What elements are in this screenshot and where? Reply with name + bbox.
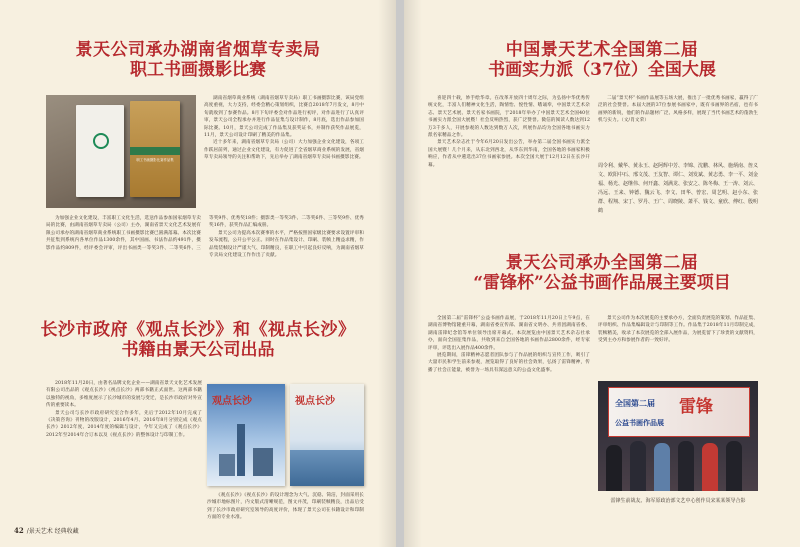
article1-body-top <box>204 95 364 213</box>
event-banner <box>608 387 750 437</box>
paragraph: 景天公司为提高本次赛事的水平，严格按照国家级比赛要求设置评审和发布流程，公开公平公正。同时在作品集设计、印刷、装帧上精益求精，作品集装帧设计严谨大气、印制精良，在职工中引起良好反响，为湖南省烟草专卖局文化建设工作作出了贡献。 <box>209 230 364 259</box>
paragraph: 《观点长沙》《视点长沙》的设计理念为大气、沉稳、简洁，封面采用长沙城市地标图片，内文版式清晰规范，图文并茂，印刷装帧精良，出品后受到了长沙市政府研究室领导的高度评价，体现了景天公司在书籍设计和印制方面的专业水准。 <box>207 493 364 521</box>
paragraph: 喜迎四十载，妙手绘华章。在改革开放四十周年之际，为弘扬中华优秀传统文化，丰富人们精神文化生活，陶情怡、悦性情、嗜诵奉，中国景天艺术杂志、景天艺术展、景天名家书画院，于2018年举办了中国景天艺术全国40位书画实力派全国大展暨！社会反响热烈，获广泛赞誉。微信的阅读人数达到12万3千多人，开展参观的人数达到数万人次，所展作品均为全国各地书画实力派名家精品之作。 <box>428 96 590 139</box>
paragraph: 湖南省烟草商业系统（湖南省烟草专卖局）职工书画摄影比赛，该局党组高度重视，大力支持，经委会精心策划组织，比赛自2018年7月发文，8月中旬就收到了参赛作品。8月下旬评委会对作品进行初评，对作品进行了认真评审，景天公司全程承办并进行作品征集与设计制作，8月底，选出作品参加国际比赛。10月，景天公司完成了作品集及获奖证书，并制作获奖作品展览，11月，景天公司设计印刷了精美的作品集。 <box>204 96 364 139</box>
footer-title: /景天艺术 经典收藏 <box>26 528 79 535</box>
banner-text-1: 全国第二届 <box>615 398 655 408</box>
article1-body-bottom <box>46 215 364 300</box>
paragraph: 景天公司与长沙市政府研究室合作多年，先后于2012年10月完成了《决策咨询》刊物的改版设计，2016年4月、2016年8月分别完成《观点长沙》2012年度、2014年度的编辑与设计，今年又完成了《观点长沙》2012年至2014年合订本以及《视点长沙》的整体设计与印制工作。 <box>46 410 202 438</box>
banner-text-3: 公益书画作品展 <box>615 418 664 427</box>
skyline-shape <box>290 450 364 486</box>
book-cover-title: 职工书画摄影比赛作品集 <box>136 158 174 162</box>
article3-body-left <box>428 95 590 235</box>
logo-icon <box>93 133 109 149</box>
paragraph: 二届“景天杯”书画作品展等五场大展，推出了一批优秀书画家，赢得了广泛的社会赞誉。本届大展的37位参展书画家中，既有书画界的名宿，也有书画界的新锐，他们的作品题材广泛、风格多样，展现了当代书画艺术的蓬勃生机与实力。（文/肖文荣） <box>598 96 758 124</box>
paragraph: 全国第二届“雷锋杯”公益书画作品展，于2018年11月20日上午9点，在湖南省博物馆隆重开幕，湖南省委宣传部、湖南省文明办、共青团湖南省委、湖南雷锋纪念馆等单位领导出席开幕式。本次展览由中国景天艺术杂志社承办，面向全国征集作品，共收到来自全国各地的书画作品2800余件，经专家评审，评选出入展作品400余件。 <box>428 316 590 351</box>
banner-text-2: 雷锋 <box>679 397 713 417</box>
person-shape <box>654 443 670 491</box>
article3-body-right <box>598 95 758 159</box>
paragraph: 2018年11月20日，由著名品牌文化企业——湖南省景天文化艺术发展有限公司出品的《观点长沙》《视点长沙》两部书籍正式面世。这两部书籍以独特的视角，多维度展示了长沙城市的发展与变迁，是长沙市政府对外宣传的重要读本。 <box>46 381 202 409</box>
building-shape <box>253 448 273 476</box>
article2-title-line2: 书籍由景天公司出品 <box>121 340 275 360</box>
article4-title-line2: “雷锋杯”公益书画作品展主要项目 <box>473 273 731 293</box>
article2-body-cont <box>207 492 364 522</box>
cover-title-2: 视点长沙 <box>295 396 335 407</box>
gutter-shadow <box>378 0 396 547</box>
right-page <box>404 0 800 547</box>
artist-names-list: 周令利、戴华、黄永玉、赵阿辉中芳、李锦、沈鹏、林风、施炳南、詹义文、欧阳中石、邢文茂、王友智、谭仁、刘发斌、黄志勇、李一平、刘金福、杨光、赵继伟、何开鑫、刘满龙、张安之、陈冬梅、王一涛、刘云、冯远、王来、钟德、魏云飞、李文、田华、曾宏、周艺明、赵小东、张群、程翔、宋丁、罗丹、王广、周晓陵、萧平、钱文、童欣、傅红、殷明鹤 <box>598 163 758 214</box>
article2-title-line1: 长沙市政府《观点长沙》和《视点长沙》 <box>40 320 356 340</box>
book-band <box>130 147 180 155</box>
person-shape <box>606 445 622 491</box>
article3-headline <box>404 40 800 81</box>
cover-title-1: 观点长沙 <box>212 396 252 407</box>
article1-title-line1: 景天公司承办湖南省烟草专卖局 <box>75 40 321 60</box>
paragraph: 景天公司作为本次展览的主要承办方，全面负责展览的策划、作品征集、评审组织、作品集编辑设计与印制等工作。作品集于2018年11月印制完成，装帧精美，收录了本次展览的全部入展作品，为展览留下了珍贵的文献资料，受到主办方和参展作者的一致好评。 <box>598 316 758 344</box>
article4-headline <box>404 253 800 294</box>
tower-shape <box>237 424 245 476</box>
book-cover-white <box>76 105 124 197</box>
article3-title-line2: 书画实力派（37位）全国大展 <box>488 60 716 80</box>
article3-title-line1: 中国景天艺术全国第二届 <box>505 40 699 60</box>
paragraph: 景天艺术杂志社于今年6月20日发出公告，举办第二届全国书画实力派全国大展暨！几个月来，从东北到西北，从华东到华南，全国各地的书画家积极响应，作者从中遴选出37位书画家参展。本次全国大展于12月12日在长沙开幕。 <box>428 140 590 168</box>
article2-headline <box>0 320 396 361</box>
person-shape <box>726 441 742 491</box>
article1-title-line2: 职工书画摄影比赛 <box>130 60 266 80</box>
photo-caption: 雷锋生前战友、海军原政治部文艺中心创作员宋某某领导合影 <box>610 498 746 504</box>
article4-body-left <box>428 315 590 520</box>
article4-title-line1: 景天公司承办全国第二届 <box>505 253 699 273</box>
page-footer <box>14 526 79 535</box>
paragraph: 为加强企业文化建设，丰富职工文化生活，选送作品参加国家烟草专卖局的比赛，由湖南省烟草专卖局（公司）主办，湖南省景天文化艺术发展有限公司承办的湖南省烟草商业系统职工书画摄影比赛已圆满落幕。本次比赛共征集到系统内各单位作品1300余件，其中国画、书法作品约491件，摄影作品约809件，经评委会评审，评出书画类一等奖3件、二等奖6件、三等奖9件、优秀奖18件；摄影类一等奖3件、二等奖6件、三等奖9件、优秀奖16件，获奖作品汇编成册。 <box>46 216 364 251</box>
article1-headline <box>0 40 396 81</box>
person-shape <box>678 441 694 491</box>
shidian-changsha-cover <box>290 384 364 486</box>
paragraph: 近十多年来，湖南省烟草专卖局（公司）大力加强企业文化建设，各项工作跃居前列，通过企业文化建设，有力促进了全省烟草商业系统的发展，省烟草专卖局领导的关注和帮助下，先后举办了湖南省烟草专卖局书画摄影比赛。 <box>204 140 364 161</box>
book-photo <box>46 95 196 208</box>
left-page <box>0 0 396 547</box>
book-cover-gold <box>130 101 180 197</box>
article2-body <box>46 380 202 510</box>
ceremony-photo <box>598 381 758 491</box>
page-number: 42 <box>14 526 24 535</box>
building-shape <box>219 454 235 476</box>
person-shape <box>630 441 646 491</box>
article4-body-right <box>598 315 758 377</box>
paragraph: 展览期间，雷锋精神志愿者团队参与了作品展的组织与宣传工作，吸引了大量市民和学生前来参观，展览取得了良好的社会效果，弘扬了雷锋精神，传播了社会正能量，被誉为一场具有深远意义的公益文化盛事。 <box>428 353 590 373</box>
guandian-changsha-cover <box>207 384 285 486</box>
person-shape <box>702 443 718 491</box>
